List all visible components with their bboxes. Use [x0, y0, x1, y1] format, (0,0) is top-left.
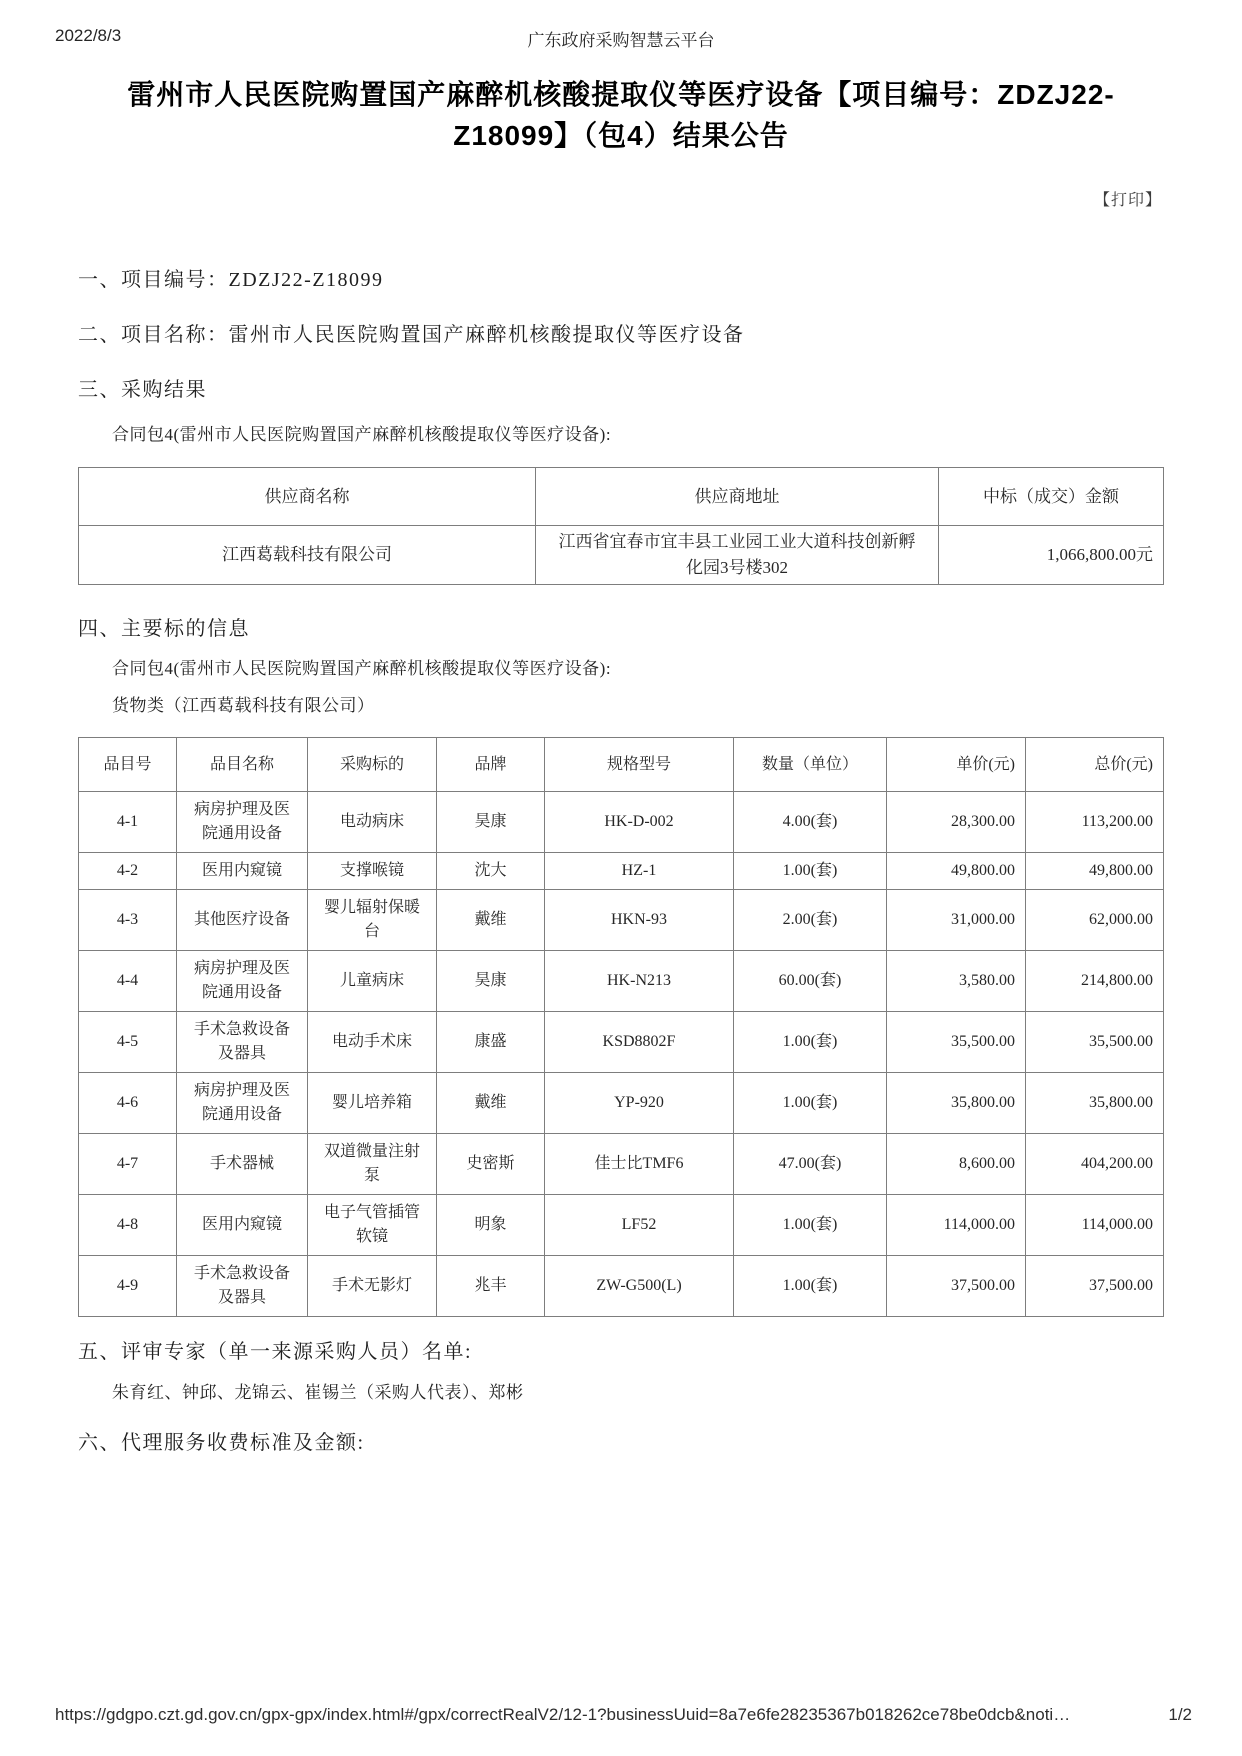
table-cell: 1.00(套)	[734, 1195, 887, 1256]
table-cell: 28,300.00	[887, 792, 1026, 853]
items-table-header-row	[79, 738, 1164, 792]
page-date: 2022/8/3	[55, 26, 122, 45]
column-header: 供应商名称	[79, 468, 536, 526]
contract-package-line: 合同包4(雷州市人民医院购置国产麻醉机核酸提取仪等医疗设备):	[112, 425, 612, 444]
table-cell: 戴维	[437, 1073, 545, 1134]
table-cell: HZ-1	[545, 853, 734, 890]
table-cell: 114,000.00	[887, 1195, 1026, 1256]
column-header: 规格型号	[545, 738, 734, 792]
table-cell: 昊康	[437, 951, 545, 1012]
column-header: 单价(元)	[887, 738, 1026, 792]
table-cell: 电子气管插管软镜	[308, 1195, 437, 1256]
table-row	[79, 853, 1164, 890]
goods-category-line: 货物类（江西葛载科技有限公司）	[112, 696, 375, 715]
section-main-subject-heading: 四、主要标的信息	[78, 618, 250, 640]
table-cell: 沈大	[437, 853, 545, 890]
table-cell: 4-4	[79, 951, 177, 1012]
column-header: 数量（单位）	[734, 738, 887, 792]
table-cell: 35,800.00	[887, 1073, 1026, 1134]
expert-names: 朱育红、钟邱、龙锦云、崔锡兰（采购人代表）、郑彬	[112, 1383, 524, 1402]
table-cell: 35,800.00	[1026, 1073, 1164, 1134]
table-cell: 兆丰	[437, 1256, 545, 1317]
table-cell: 4-5	[79, 1012, 177, 1073]
footer-url: https://gdgpo.czt.gd.gov.cn/gpx-gpx/index.html#/gpx/correctRealV2/12-1?businessUuid=8a7e6fe28235367b018262ce78be0dcb&noti…	[55, 1705, 1071, 1724]
table-cell: 病房护理及医院通用设备	[177, 1073, 308, 1134]
section-procurement-result-heading: 三、采购结果	[78, 379, 207, 401]
column-header: 品目名称	[177, 738, 308, 792]
table-cell: 114,000.00	[1026, 1195, 1164, 1256]
table-cell: 60.00(套)	[734, 951, 887, 1012]
table-row	[79, 951, 1164, 1012]
column-header: 中标（成交）金额	[939, 468, 1164, 526]
table-cell: 214,800.00	[1026, 951, 1164, 1012]
table-cell: 113,200.00	[1026, 792, 1164, 853]
table-row	[79, 890, 1164, 951]
table-cell: 4-8	[79, 1195, 177, 1256]
table-cell: 佳士比TMF6	[545, 1134, 734, 1195]
table-cell: 病房护理及医院通用设备	[177, 792, 308, 853]
table-cell: HK-D-002	[545, 792, 734, 853]
table-cell: 医用内窥镜	[177, 1195, 308, 1256]
table-cell: 手术器械	[177, 1134, 308, 1195]
table-cell: 戴维	[437, 890, 545, 951]
table-cell: YP-920	[545, 1073, 734, 1134]
table-cell: 其他医疗设备	[177, 890, 308, 951]
section-project-number: 一、项目编号：ZDZJ22-Z18099	[78, 269, 384, 291]
table-cell: 49,800.00	[1026, 853, 1164, 890]
table-row	[79, 1073, 1164, 1134]
section-experts-heading: 五、评审专家（单一来源采购人员）名单:	[78, 1341, 473, 1363]
result-table-body	[79, 526, 1164, 585]
column-header: 总价(元)	[1026, 738, 1164, 792]
table-cell: 8,600.00	[887, 1134, 1026, 1195]
table-cell: 3,580.00	[887, 951, 1026, 1012]
table-row	[79, 1256, 1164, 1317]
table-cell: KSD8802F	[545, 1012, 734, 1073]
table-cell: 4-6	[79, 1073, 177, 1134]
table-cell: 病房护理及医院通用设备	[177, 951, 308, 1012]
column-header: 品目号	[79, 738, 177, 792]
column-header: 供应商地址	[536, 468, 939, 526]
table-cell: 404,200.00	[1026, 1134, 1164, 1195]
table-cell: 1.00(套)	[734, 1012, 887, 1073]
table-cell: 49,800.00	[887, 853, 1026, 890]
table-cell: 昊康	[437, 792, 545, 853]
table-cell: 手术无影灯	[308, 1256, 437, 1317]
table-row	[79, 1134, 1164, 1195]
section-agency-fee-heading: 六、代理服务收费标准及金额:	[78, 1432, 365, 1454]
table-cell: 电动病床	[308, 792, 437, 853]
table-cell: 4-1	[79, 792, 177, 853]
table-cell: 37,500.00	[1026, 1256, 1164, 1317]
table-cell: 2.00(套)	[734, 890, 887, 951]
page-number: 1/2	[1168, 1705, 1192, 1724]
table-cell: 4-9	[79, 1256, 177, 1317]
table-cell: 江西省宜春市宜丰县工业园工业大道科技创新孵化园3号楼302	[536, 526, 939, 585]
table-row	[79, 1012, 1164, 1073]
page-title	[121, 74, 1121, 156]
table-cell: 手术急救设备及器具	[177, 1256, 308, 1317]
table-cell: 双道微量注射泵	[308, 1134, 437, 1195]
table-cell: 支撑喉镜	[308, 853, 437, 890]
contract-package-line-2: 合同包4(雷州市人民医院购置国产麻醉机核酸提取仪等医疗设备):	[112, 659, 612, 678]
column-header: 品牌	[437, 738, 545, 792]
table-cell: 史密斯	[437, 1134, 545, 1195]
table-cell: 电动手术床	[308, 1012, 437, 1073]
table-cell: 婴儿培养箱	[308, 1073, 437, 1134]
table-cell: 4-3	[79, 890, 177, 951]
table-cell: 1,066,800.00元	[939, 526, 1164, 585]
table-cell: 1.00(套)	[734, 853, 887, 890]
table-cell: 47.00(套)	[734, 1134, 887, 1195]
print-button[interactable]: 【打印】	[1093, 192, 1162, 209]
table-row	[79, 526, 1164, 585]
site-name: 广东政府采购智慧云平台	[527, 31, 715, 50]
print-footer	[55, 1705, 1192, 1725]
table-row	[79, 1195, 1164, 1256]
table-cell: 37,500.00	[887, 1256, 1026, 1317]
table-cell: 1.00(套)	[734, 1256, 887, 1317]
table-cell: LF52	[545, 1195, 734, 1256]
table-cell: HKN-93	[545, 890, 734, 951]
table-cell: HK-N213	[545, 951, 734, 1012]
table-cell: 35,500.00	[1026, 1012, 1164, 1073]
table-cell: 31,000.00	[887, 890, 1026, 951]
result-table-header-row	[79, 468, 1164, 526]
table-cell: 1.00(套)	[734, 1073, 887, 1134]
page-title-line-1: 雷州市人民医院购置国产麻醉机核酸提取仪等医疗设备【项目编号：ZDZJ22-	[127, 79, 1115, 110]
table-cell: 明象	[437, 1195, 545, 1256]
table-cell: 4-2	[79, 853, 177, 890]
column-header: 采购标的	[308, 738, 437, 792]
result-table	[78, 467, 1164, 585]
table-cell: 手术急救设备及器具	[177, 1012, 308, 1073]
items-table	[78, 737, 1164, 1317]
table-cell: ZW-G500(L)	[545, 1256, 734, 1317]
table-cell: 4.00(套)	[734, 792, 887, 853]
section-project-name: 二、项目名称：雷州市人民医院购置国产麻醉机核酸提取仪等医疗设备	[78, 324, 745, 346]
items-table-body	[79, 792, 1164, 1317]
table-cell: 江西葛载科技有限公司	[79, 526, 536, 585]
table-cell: 62,000.00	[1026, 890, 1164, 951]
table-cell: 4-7	[79, 1134, 177, 1195]
table-row	[79, 792, 1164, 853]
page-title-line-2: Z18099】（包4）结果公告	[453, 120, 789, 151]
table-cell: 医用内窥镜	[177, 853, 308, 890]
table-cell: 35,500.00	[887, 1012, 1026, 1073]
table-cell: 康盛	[437, 1012, 545, 1073]
table-cell: 婴儿辐射保暖台	[308, 890, 437, 951]
table-cell: 儿童病床	[308, 951, 437, 1012]
